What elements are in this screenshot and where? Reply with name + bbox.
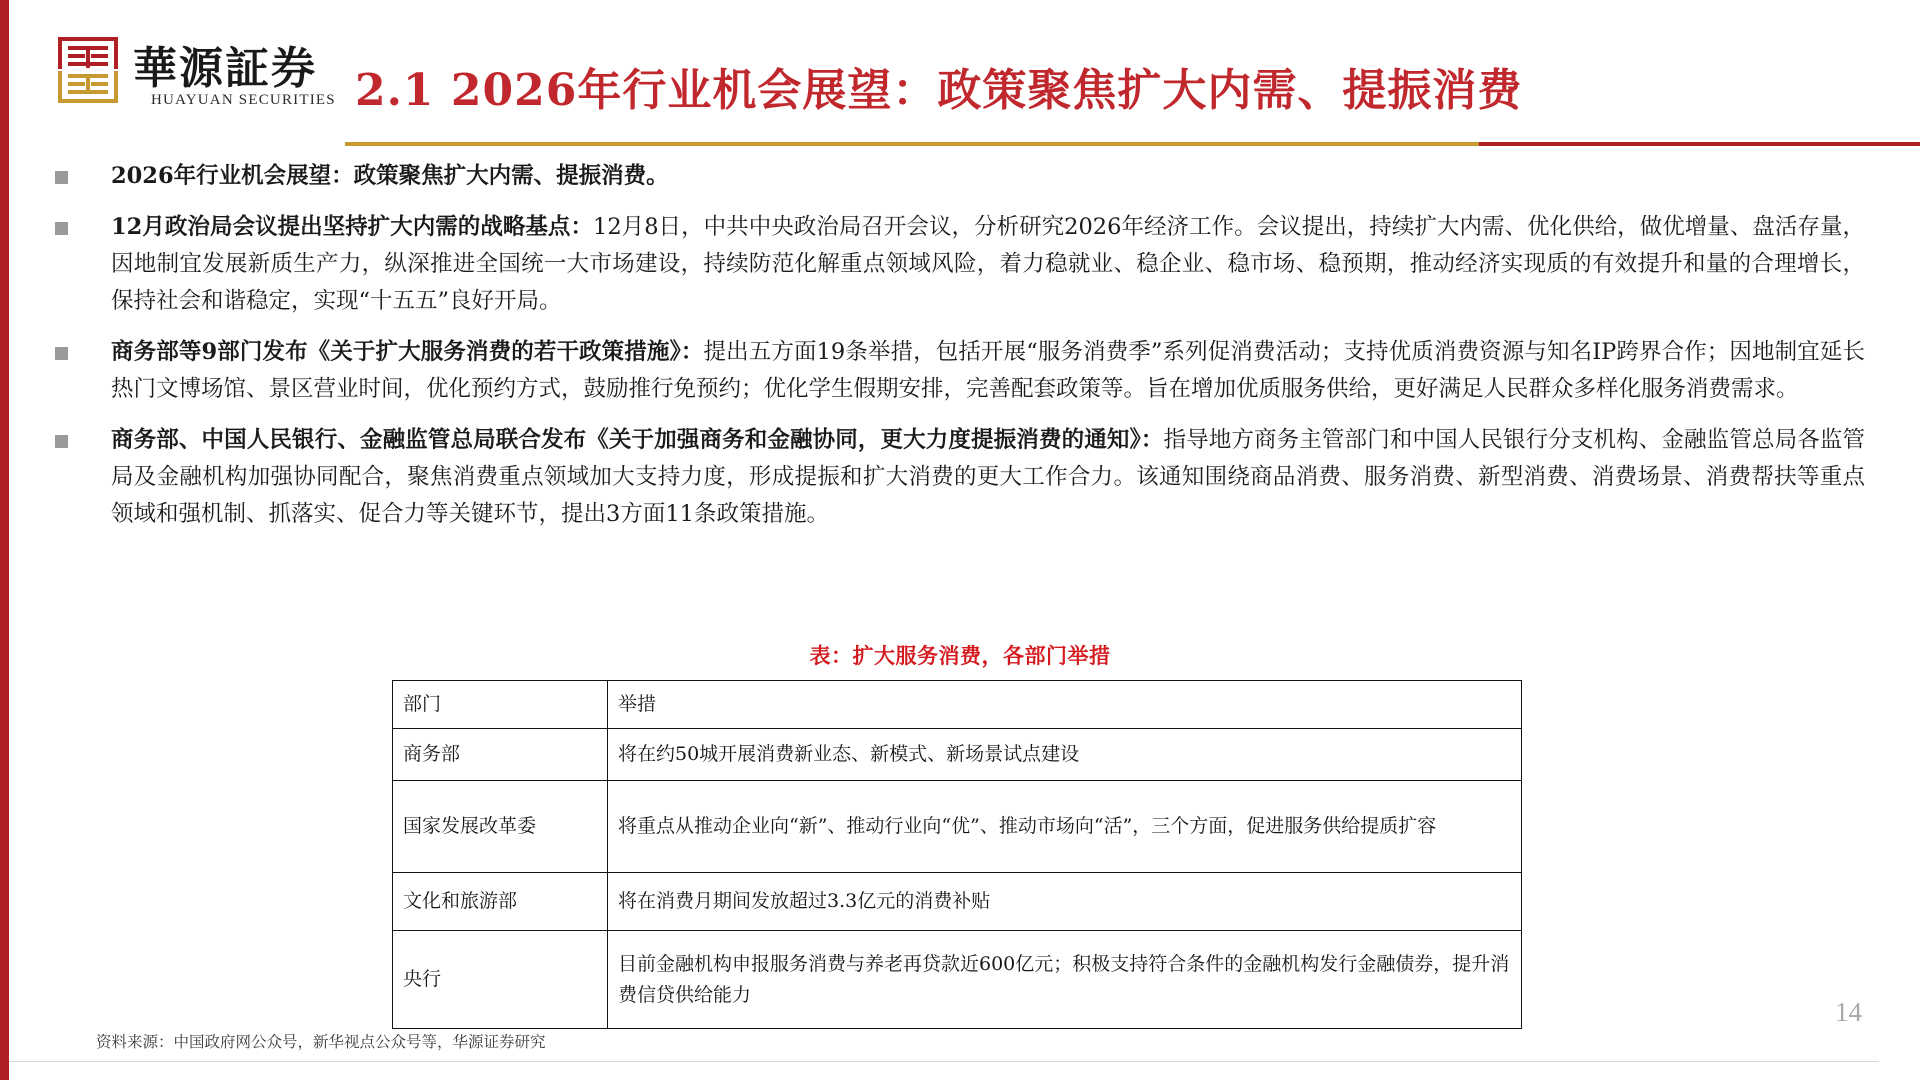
table-cell-dept: 国家发展改革委 bbox=[393, 781, 608, 873]
bullet-body: 提出五方面19条举措，包括开展“服务消费季”系列促消费活动；支持优质消费资源与知名IP跨界合作；因地制宜延长热门文博场馆、景区营业时间，优化预约方式，鼓励推行免预约；优化学生假期安排，完善配套政策等。旨在增加优质服务供给，更好满足人民群众多样化服务消费需求。 bbox=[111, 339, 1865, 402]
square-bullet-icon bbox=[55, 222, 68, 235]
brand-logo bbox=[55, 30, 345, 122]
table-row bbox=[393, 781, 1522, 873]
bullet-lead: 商务部等9部门发布《关于扩大服务消费的若干政策措施》： bbox=[111, 339, 704, 365]
table-header-dept: 部门 bbox=[393, 681, 608, 729]
bullet-item bbox=[55, 209, 1865, 320]
bullet-paragraph bbox=[111, 422, 1865, 533]
table-row bbox=[393, 873, 1522, 931]
left-accent-bar bbox=[0, 0, 9, 1080]
brand-name-en: HUAYUAN SECURITIES bbox=[151, 92, 336, 108]
bullet-item bbox=[55, 422, 1865, 533]
source-note: 资料来源：中国政府网公众号，新华视点公众号等，华源证券研究 bbox=[96, 1033, 546, 1051]
square-bullet-icon bbox=[55, 347, 68, 360]
table-header-measure: 举措 bbox=[608, 681, 1522, 729]
table-cell-dept: 文化和旅游部 bbox=[393, 873, 608, 931]
bullet-lead: 商务部、中国人民银行、金融监管总局联合发布《关于加强商务和金融协同，更大力度提振消费的通知》： bbox=[111, 427, 1164, 453]
brand-name-cn: 華源証券 bbox=[133, 43, 317, 94]
page-title: 2.1 2026年行业机会展望：政策聚焦扩大内需、提振消费 bbox=[355, 65, 1523, 116]
table-cell-dept: 央行 bbox=[393, 931, 608, 1029]
footer-divider bbox=[9, 1061, 1879, 1062]
square-bullet-icon bbox=[55, 435, 68, 448]
bullet-paragraph bbox=[111, 158, 1865, 195]
huayuan-seal-logo-icon bbox=[55, 34, 121, 106]
table-caption: 表：扩大服务消费，各部门举措 bbox=[809, 643, 1111, 668]
table-cell-dept: 商务部 bbox=[393, 729, 608, 781]
bullet-item bbox=[55, 334, 1865, 408]
bullet-paragraph bbox=[111, 209, 1865, 320]
bullet-lead: 12月政治局会议提出坚持扩大内需的战略基点： bbox=[111, 214, 594, 240]
bullet-body: 指导地方商务主管部门和中国人民银行分支机构、金融监管总局各监管局及金融机构加强协同配合，聚焦消费重点领域加大支持力度，形成提振和扩大消费的更大工作合力。该通知围绕商品消费、服务消费、新型消费、消费场景、消费帮扶等重点领域和强机制、抓落实、促合力等关键环节，提出3方面11条政策措施。 bbox=[111, 427, 1865, 527]
measures-table-wrap bbox=[392, 680, 1522, 1029]
square-bullet-icon bbox=[55, 171, 68, 184]
table-cell-measure: 将在约50城开展消费新业态、新模式、新场景试点建设 bbox=[608, 729, 1522, 781]
table-header-row bbox=[393, 681, 1522, 729]
header-divider bbox=[345, 142, 1920, 146]
table-cell-measure: 将在消费月期间发放超过3.3亿元的消费补贴 bbox=[608, 873, 1522, 931]
table-row bbox=[393, 729, 1522, 781]
table-cell-measure: 目前金融机构申报服务消费与养老再贷款近600亿元；积极支持符合条件的金融机构发行金融债券，提升消费信贷供给能力 bbox=[608, 931, 1522, 1029]
measures-table bbox=[392, 680, 1522, 1029]
bullet-lead: 2026年行业机会展望：政策聚焦扩大内需、提振消费。 bbox=[111, 163, 669, 189]
table-row bbox=[393, 931, 1522, 1029]
bullet-paragraph bbox=[111, 334, 1865, 408]
bullet-list bbox=[55, 158, 1865, 547]
bullet-body: 12月8日，中共中央政治局召开会议，分析研究2026年经济工作。会议提出，持续扩大内需、优化供给，做优增量、盘活存量，因地制宜发展新质生产力，纵深推进全国统一大市场建设，持续防范化解重点领域风险，着力稳就业、稳企业、稳市场、稳预期，推动经济实现质的有效提升和量的合理增长，保持社会和谐稳定，实现“十五五”良好开局。 bbox=[111, 214, 1866, 314]
slide-header bbox=[55, 26, 1865, 122]
bullet-item bbox=[55, 158, 1865, 195]
page-number: 14 bbox=[1835, 997, 1862, 1027]
table-cell-measure: 将重点从推动企业向“新”、推动行业向“优”、推动市场向“活”，三个方面，促进服务供给提质扩容 bbox=[608, 781, 1522, 873]
